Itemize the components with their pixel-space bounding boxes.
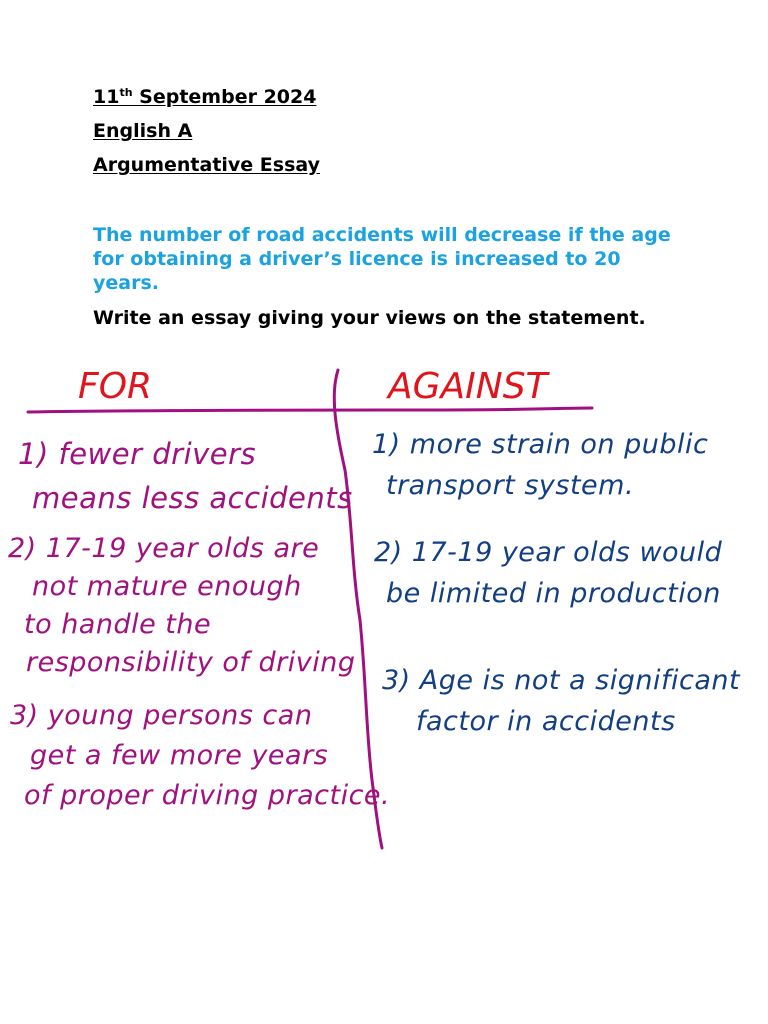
essay-instruction: Write an essay giving your views on the statement. <box>93 307 646 329</box>
essay-type-heading: Argumentative Essay <box>93 154 321 176</box>
subject-heading: English A <box>93 120 193 142</box>
essay-statement: The number of road accidents will decrease if the age for obtaining a driver’s licence is increased to 20 years. <box>93 224 671 294</box>
horizontal-rule <box>28 408 592 412</box>
for-point-3: 3) young persons can get a few more years of proper driving practice. <box>10 700 391 811</box>
against-heading: AGAINST <box>388 366 548 407</box>
for-heading: FOR <box>78 366 153 407</box>
for-point-2: 2) 17-19 year olds are not mature enough to handle the responsibility of driving <box>8 533 356 678</box>
against-point-2: 2) 17-19 year olds would be limited in production <box>374 537 723 609</box>
for-point-1: 1) fewer drivers means less accidents <box>18 437 353 515</box>
against-point-1: 1) more strain on public transport system. <box>372 429 709 501</box>
against-point-3: 3) Age is not a significant factor in accidents <box>382 665 741 737</box>
date-heading: 11th September 2024 <box>93 86 317 108</box>
